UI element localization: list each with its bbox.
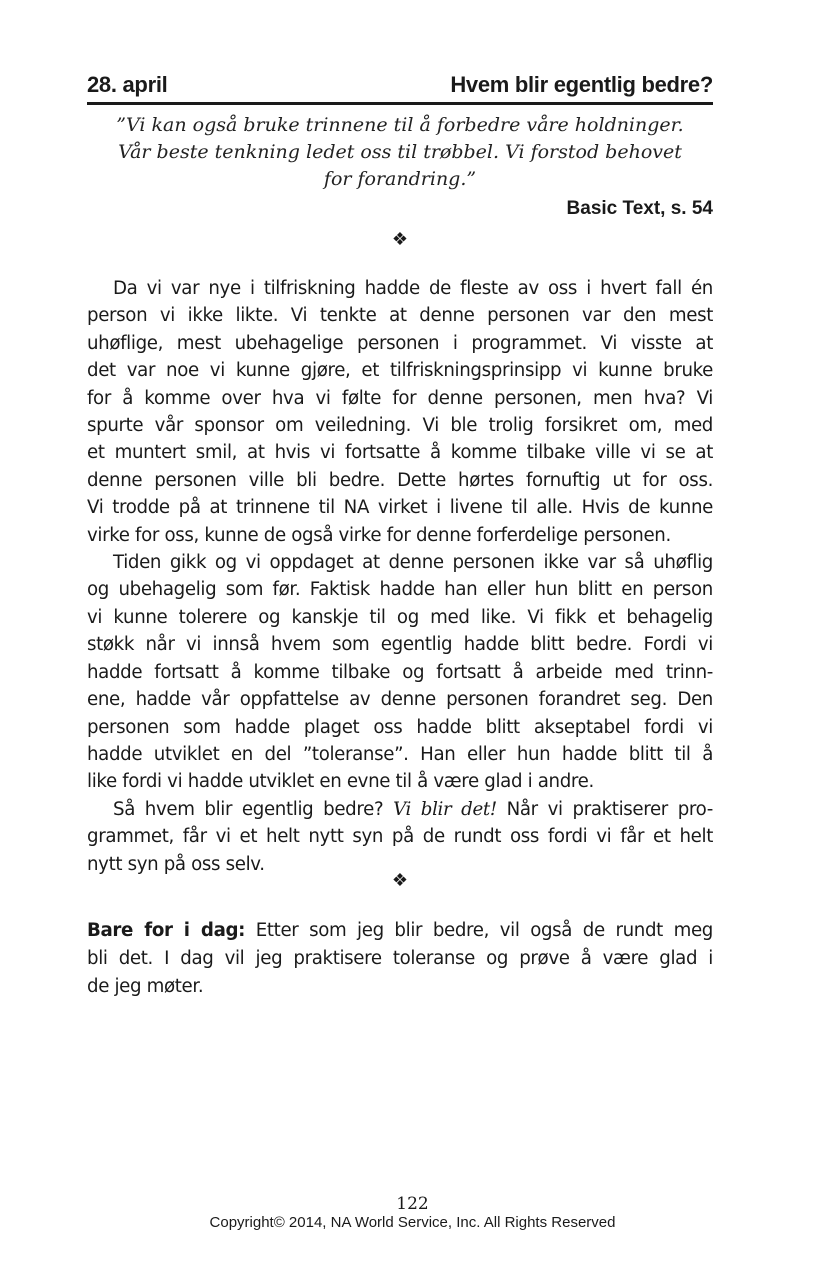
text-line: uhøflige, mest ubehagelige personen i programmet. Vi visste at [87,332,713,354]
text-run: Etter som jeg blir bedre, vil også de rundt meg [245,920,713,941]
text-line: like fordi vi hadde utviklet en evne til å være glad i andre. [87,771,594,793]
text-line: bli det. I dag vil jeg praktisere toleranse og prøve å være glad i [87,948,713,969]
paragraph [87,796,713,878]
text-line [87,796,713,823]
meditation-body [87,275,713,878]
text-line: vi kunne tolerere og kanskje til og med like. Vi fikk et behagelig [87,606,713,628]
text-line: Tiden gikk og vi oppdaget at denne personen ikke var så uhøflig [113,552,713,574]
opening-quote [87,112,713,193]
text-line: spurte vår sponsor om veiledning. Vi ble trolig forsikret om, med [87,415,713,437]
date-heading: 28. april [87,72,168,97]
page-title: Hvem blir egentlig bedre? [450,72,713,97]
text-line: et muntert smil, at hvis vi fortsatte å komme tilbake ville vi se at [87,442,713,464]
text-line: hadde fortsatt å komme tilbake og fortsatt å arbeide med trinn- [87,661,713,683]
just-for-today [87,917,713,1001]
quote-line: ”Vi kan også bruke trinnene til å forbedre våre holdninger. [116,114,684,136]
paragraph [87,549,713,796]
text-line: person vi ikke likte. Vi tenkte at denne personen var den mest [87,305,713,327]
text-line: for å komme over hva vi følte for denne personen, men hva? Vi [87,387,713,409]
text-line: støkk når vi innså hvem som egentlig hadde blitt bedre. Fordi vi [87,634,713,656]
text-line: Da vi var nye i tilfriskning hadde de fleste av oss i hvert fall én [113,278,713,299]
text-line: virke for oss, kunne de også virke for denne forferdelige personen. [87,524,671,546]
text-run: Når vi praktiserer pro- [496,798,713,820]
text-line: det var noe vi kunne gjøre, et tilfriskningsprinsipp vi kunne bruke [87,360,713,382]
copyright-notice: Copyright© 2014, NA World Service, Inc. All Rights Reserved [209,1214,616,1231]
text-line: hadde utviklet en del ”toleranse”. Han eller hun hadde blitt til å [87,743,713,765]
quote-line: Vår beste tenkning ledet oss til trøbbel. Vi forstod behovet [118,141,682,163]
page-header [87,72,713,102]
text-line: og ubehagelig som før. Faktisk hadde han eller hun blitt en person [87,579,713,601]
text-line: nytt syn på oss selv. [87,853,265,875]
paragraph [87,275,713,549]
diamond-ornament-icon: ❖ [391,229,409,249]
quote-source: Basic Text, s. 54 [566,198,713,219]
text-line: ene, hadde vår oppfattelse av denne personen forandret seg. Den [87,689,713,711]
diamond-ornament-icon: ❖ [391,870,409,890]
text-line: personen som hadde plaget oss hadde blitt akseptabel fordi vi [87,716,713,738]
text-line [87,917,713,945]
page-number: 122 [396,1194,429,1214]
text-line: grammet, får vi et helt nytt syn på de rundt oss fordi vi får et helt [87,826,713,848]
text-line: denne personen ville bli bedre. Dette hørtes fornuftig ut for oss. [87,469,713,491]
quote-line: for forandring.” [323,168,477,190]
text-run: Så hvem blir egentlig bedre? [113,798,394,820]
just-for-today-label: Bare for i dag: [87,920,246,941]
text-line: de jeg møter. [87,976,204,997]
text-line: Vi trodde på at trinnene til NA virket i livene til alle. Hvis de kunne [87,497,713,519]
header-rule [87,102,713,105]
emphasis-text: Vi blir det! [393,798,497,820]
